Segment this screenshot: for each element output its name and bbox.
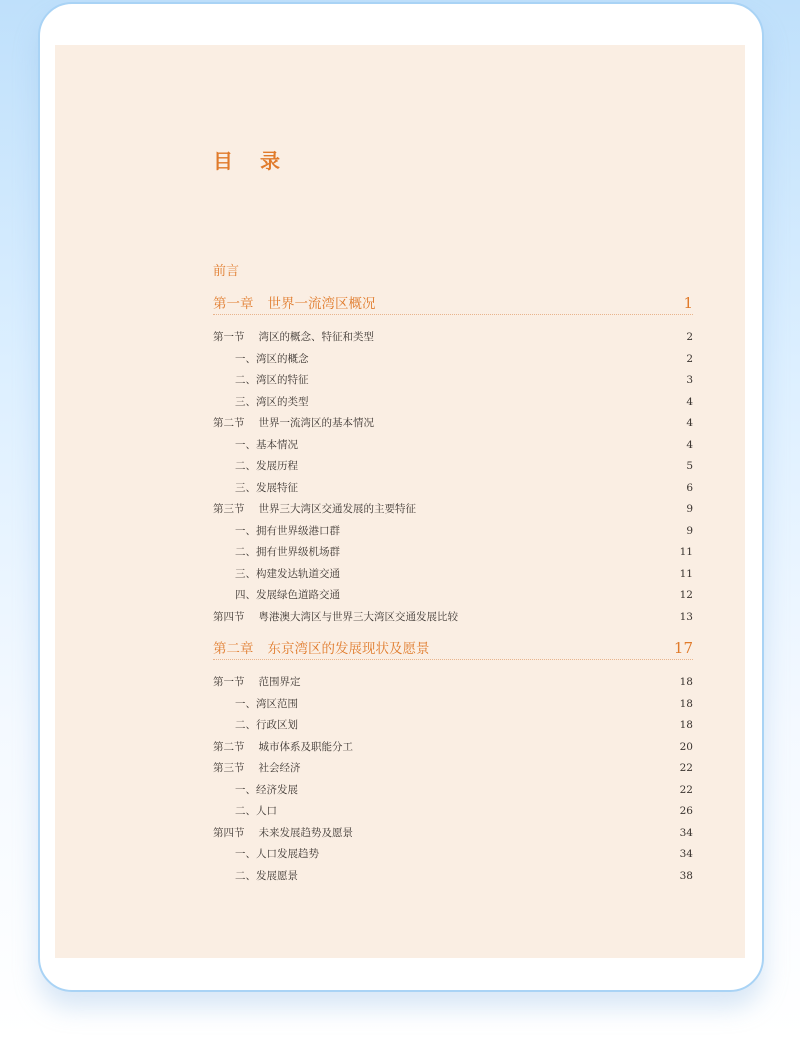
toc-subsection[interactable] xyxy=(213,392,693,414)
chapter-title: 世界一流湾区概况 xyxy=(267,296,376,312)
entry-page-number: 34 xyxy=(679,826,693,839)
entry-title: 一、经济发展 xyxy=(235,783,298,796)
toc-chapter[interactable] xyxy=(213,637,693,660)
entry-label xyxy=(213,737,353,759)
entry-label xyxy=(213,327,374,349)
toc-preface[interactable]: 前言 xyxy=(213,264,240,279)
toc-subsection[interactable] xyxy=(213,521,693,543)
entry-page-number: 22 xyxy=(679,762,693,774)
chapter-title: 东京湾区的发展现状及愿景 xyxy=(267,641,430,657)
toc-chapter[interactable] xyxy=(213,292,693,315)
section-number: 第四节 xyxy=(213,610,245,623)
entry-page-number: 12 xyxy=(679,589,693,601)
section-number: 第二节 xyxy=(213,417,245,429)
toc-section[interactable] xyxy=(213,737,693,759)
entry-page-number: 18 xyxy=(679,719,693,731)
entry-label xyxy=(213,844,319,866)
entry-title: 二、发展历程 xyxy=(235,460,298,472)
entry-page-number: 18 xyxy=(679,676,693,688)
entry-page-number: 4 xyxy=(686,438,693,451)
chapter-label xyxy=(213,638,430,660)
entry-page-number: 4 xyxy=(686,417,693,429)
entry-page-number: 2 xyxy=(686,331,693,343)
entry-label xyxy=(213,413,374,435)
toc-subsection[interactable] xyxy=(213,844,693,866)
entry-page-number: 18 xyxy=(679,697,693,710)
entry-label xyxy=(213,370,309,392)
toc-subsection[interactable] xyxy=(213,370,693,392)
entry-title: 一、基本情况 xyxy=(235,438,298,451)
toc-subsection[interactable] xyxy=(213,435,693,457)
chapter-list xyxy=(213,292,693,887)
entry-label xyxy=(213,715,298,737)
chapter-number: 第二章 xyxy=(213,641,254,657)
chapter-label xyxy=(213,293,376,315)
entry-page-number: 2 xyxy=(686,352,693,365)
section-number: 第一节 xyxy=(213,331,245,343)
entry-title: 湾区的概念、特征和类型 xyxy=(258,331,374,343)
chapter-page-number: 17 xyxy=(673,639,693,657)
entry-title: 粤港澳大湾区与世界三大湾区交通发展比较 xyxy=(258,610,458,623)
entry-label xyxy=(213,478,298,500)
entry-label xyxy=(213,672,301,694)
entry-page-number: 5 xyxy=(686,460,693,472)
toc-subsection[interactable] xyxy=(213,349,693,371)
entry-label xyxy=(213,499,416,521)
entry-title: 一、人口发展趋势 xyxy=(235,848,319,860)
entry-label xyxy=(213,456,298,478)
entry-page-number: 38 xyxy=(679,869,693,882)
toc-subsection[interactable] xyxy=(213,585,693,607)
entry-page-number: 34 xyxy=(679,848,693,860)
toc-subsection[interactable] xyxy=(213,694,693,716)
toc-page xyxy=(55,45,745,958)
table-of-contents xyxy=(213,262,693,887)
entry-label xyxy=(213,780,298,802)
toc-subsection[interactable] xyxy=(213,801,693,823)
section-number: 第四节 xyxy=(213,826,245,839)
section-number: 第一节 xyxy=(213,676,245,688)
entry-label xyxy=(213,694,298,716)
toc-subsection[interactable] xyxy=(213,866,693,888)
entry-label xyxy=(213,521,340,543)
entry-title: 二、行政区划 xyxy=(235,719,298,731)
entry-page-number: 3 xyxy=(686,374,693,386)
toc-subsection[interactable] xyxy=(213,780,693,802)
entry-title: 一、湾区范围 xyxy=(235,697,298,710)
entry-label xyxy=(213,866,298,888)
entry-label xyxy=(213,607,458,629)
entry-label xyxy=(213,585,340,607)
entry-page-number: 22 xyxy=(679,783,693,796)
entry-title: 三、湾区的类型 xyxy=(235,395,309,408)
entry-title: 范围界定 xyxy=(258,676,301,688)
entry-title: 世界一流湾区的基本情况 xyxy=(258,417,374,429)
entry-title: 四、发展绿色道路交通 xyxy=(235,589,340,601)
entry-label xyxy=(213,564,340,586)
entry-page-number: 9 xyxy=(686,524,693,537)
entry-page-number: 20 xyxy=(679,740,693,753)
entry-title: 三、构建发达轨道交通 xyxy=(235,567,340,580)
entry-title: 一、湾区的概念 xyxy=(235,352,309,365)
entry-title: 二、人口 xyxy=(235,805,277,817)
toc-subsection[interactable] xyxy=(213,478,693,500)
entry-page-number: 11 xyxy=(679,567,693,580)
section-number: 第三节 xyxy=(213,762,245,774)
section-number: 第三节 xyxy=(213,503,245,515)
toc-subsection[interactable] xyxy=(213,564,693,586)
toc-section[interactable] xyxy=(213,327,693,349)
entry-label xyxy=(213,542,340,564)
entry-label xyxy=(213,435,298,457)
section-number: 第二节 xyxy=(213,740,245,753)
toc-section[interactable] xyxy=(213,499,693,521)
chapter-gap xyxy=(213,628,693,637)
entry-label xyxy=(213,392,309,414)
toc-section[interactable] xyxy=(213,413,693,435)
entry-title: 二、拥有世界级机场群 xyxy=(235,546,340,558)
toc-section[interactable] xyxy=(213,607,693,629)
entry-title: 三、发展特征 xyxy=(235,481,298,494)
chapter-number: 第一章 xyxy=(213,296,254,312)
chapter-page-number: 1 xyxy=(683,294,693,312)
entry-label xyxy=(213,758,301,780)
entry-page-number: 13 xyxy=(679,610,693,623)
entry-page-number: 11 xyxy=(679,546,693,558)
toc-section[interactable] xyxy=(213,823,693,845)
entry-title: 二、发展愿景 xyxy=(235,869,298,882)
entry-title: 社会经济 xyxy=(258,762,301,774)
toc-section[interactable] xyxy=(213,672,693,694)
entry-title: 世界三大湾区交通发展的主要特征 xyxy=(258,503,416,515)
entry-label xyxy=(213,801,277,823)
toc-subsection[interactable] xyxy=(213,715,693,737)
entry-page-number: 26 xyxy=(679,805,693,817)
toc-subsection[interactable] xyxy=(213,456,693,478)
entry-label xyxy=(213,349,309,371)
entry-title: 未来发展趋势及愿景 xyxy=(258,826,353,839)
entry-page-number: 4 xyxy=(686,395,693,408)
entry-title: 二、湾区的特征 xyxy=(235,374,309,386)
entry-label xyxy=(213,823,353,845)
toc-subsection[interactable] xyxy=(213,542,693,564)
toc-section[interactable] xyxy=(213,758,693,780)
page-title: 目 录 xyxy=(213,149,290,173)
entry-page-number: 9 xyxy=(686,503,693,515)
entry-title: 一、拥有世界级港口群 xyxy=(235,524,340,537)
entry-page-number: 6 xyxy=(686,481,693,494)
entry-title: 城市体系及职能分工 xyxy=(258,740,353,753)
